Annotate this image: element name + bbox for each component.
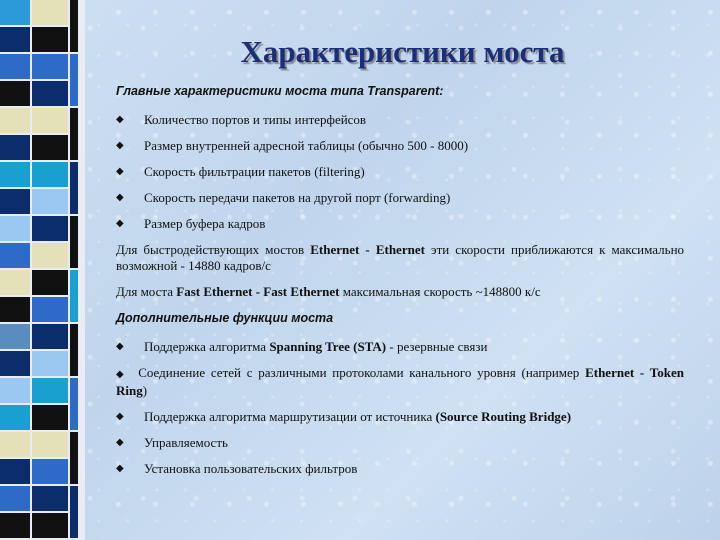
diamond-bullet-icon: ◆: [116, 140, 124, 151]
list-item-text: Управляемость: [144, 435, 228, 450]
list-item-text: Размер внутренней адресной таблицы (обычно 500 - 8000): [144, 138, 469, 153]
diamond-bullet-icon: ◆: [116, 341, 124, 352]
diamond-bullet-icon: ◆: [116, 218, 124, 229]
strip-column-right: [70, 0, 78, 540]
strip-column-middle: [32, 0, 68, 540]
stp-name: Spanning Tree (STA): [269, 339, 387, 354]
diamond-bullet-icon: ◆: [116, 411, 124, 422]
diamond-bullet-icon: ◆: [116, 463, 124, 474]
list-item: [116, 435, 684, 451]
list-item-text: Скорость фильтрации пакетов (filtering): [144, 164, 365, 179]
diamond-bullet-icon: ◆: [116, 437, 124, 448]
srb-prefix: Поддержка алгоритма маршрутизации от источника: [144, 409, 433, 424]
stp-prefix: Поддержка алгоритма: [144, 339, 267, 354]
list-item-text: Скорость передачи пакетов на другой порт (forwarding): [144, 190, 451, 205]
diamond-bullet-icon: ◆: [116, 166, 124, 177]
link-layer-suffix: ): [142, 383, 148, 398]
slide-title: Характеристики моста: [240, 34, 565, 69]
fast-ethernet-speed-tech: Fast Ethernet - Fast Ethernet: [176, 284, 340, 299]
ethernet-speed-prefix: Для быстродействующих мостов: [116, 242, 305, 257]
slide-content: [116, 83, 684, 487]
list-item: [116, 164, 684, 180]
list-item-text: Количество портов и типы интерфейсов: [144, 112, 367, 127]
extra-functions-heading: Дополнительные функции моста: [116, 311, 334, 325]
fast-ethernet-speed-suffix: максимальная скорость ~148800 к/с: [342, 284, 541, 299]
list-item-text: Размер буфера кадров: [144, 216, 266, 231]
list-item: [116, 216, 684, 232]
list-item-text: [144, 339, 487, 355]
list-item: [116, 339, 684, 355]
diamond-bullet-icon: ◆: [116, 369, 127, 380]
diamond-bullet-icon: ◆: [116, 114, 124, 125]
decorative-side-strip: [0, 0, 85, 540]
list-item-text: Установка пользовательских фильтров: [144, 461, 358, 476]
list-item: [116, 138, 684, 154]
list-item-text: [144, 409, 571, 425]
link-layer-example: Ethernet - Token Ring: [116, 365, 684, 398]
list-item: [116, 409, 684, 425]
ethernet-speed-suffix: эти скорости приближаются к максимально возможной - 14880 кадров/с: [116, 242, 685, 273]
link-layer-prefix: Соединение сетей с различными протоколами канального уровня (например: [138, 365, 580, 380]
strip-column-left: [0, 0, 30, 540]
fast-ethernet-speed-prefix: Для моста: [116, 284, 174, 299]
diamond-bullet-icon: ◆: [116, 192, 124, 203]
list-item: [116, 112, 684, 128]
srb-name: (Source Routing Bridge): [435, 409, 572, 424]
list-item: [116, 190, 684, 206]
fast-ethernet-speed-paragraph: [116, 284, 684, 300]
list-item: [116, 365, 684, 399]
ethernet-speed-paragraph: [116, 242, 684, 274]
stp-suffix: - резервные связи: [389, 339, 488, 354]
list-item: [116, 461, 684, 477]
main-characteristics-heading: Главные характеристики моста типа Transparent:: [116, 84, 444, 98]
ethernet-speed-tech: Ethernet - Ethernet: [310, 242, 425, 257]
